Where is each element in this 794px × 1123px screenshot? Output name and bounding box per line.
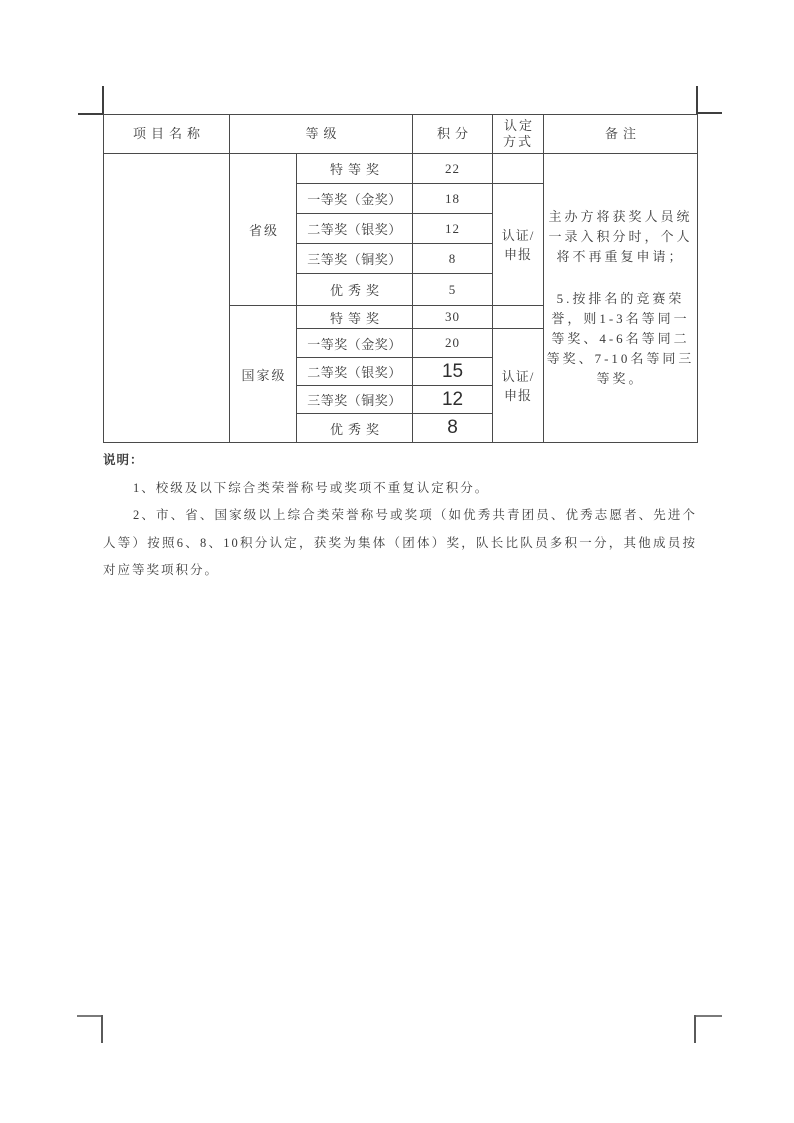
header-project-name: 项目名称 xyxy=(104,115,230,154)
header-level: 等级 xyxy=(230,115,413,154)
crop-mark-top-left-horizontal xyxy=(78,113,103,115)
points-value: 12 xyxy=(413,386,493,414)
award-name: 二等奖（银奖） xyxy=(297,214,413,244)
note-item-1: 1、校级及以下综合类荣誉称号或奖项不重复认定积分。 xyxy=(133,480,490,495)
notes-section xyxy=(103,447,697,585)
points-value: 12 xyxy=(413,214,493,244)
project-name-cell-empty xyxy=(104,154,230,443)
award-name: 一等奖（金奖） xyxy=(297,184,413,214)
crop-mark-bottom-left-horizontal xyxy=(77,1015,103,1017)
points-value: 8 xyxy=(413,244,493,274)
award-name: 三等奖（铜奖） xyxy=(297,244,413,274)
remark-paragraph-1: 主办方将获奖人员统一录入积分时，个人将不再重复申请； xyxy=(548,209,693,264)
remark-cell xyxy=(544,154,698,443)
note-item-2: 2、市、省、国家级以上综合类荣誉称号或奖项（如优秀共青团员、优秀志愿者、先进个人等）按照6、8、10积分认定，获奖为集体（团体）奖，队长比队员多积一分，其他成员按对应等奖项积分。 xyxy=(103,508,697,577)
crop-mark-bottom-right-vertical xyxy=(694,1015,696,1043)
points-value: 22 xyxy=(413,154,493,184)
header-points: 积分 xyxy=(413,115,493,154)
crop-mark-top-right-horizontal xyxy=(697,112,722,114)
crop-mark-bottom-right-horizontal xyxy=(695,1015,722,1017)
crop-mark-bottom-left-vertical xyxy=(101,1015,103,1043)
remark-paragraph-2: 5.按排名的竞赛荣誉，则1-3名等同一等奖、4-6名等同二等奖、7-10名等同三等奖。 xyxy=(546,291,695,386)
header-method: 认定方式 xyxy=(493,115,544,154)
points-value: 30 xyxy=(413,306,493,329)
points-value: 20 xyxy=(413,329,493,358)
award-name: 三等奖（铜奖） xyxy=(297,386,413,414)
level-national: 国家级 xyxy=(230,306,297,443)
method-national: 认证/申报 xyxy=(493,329,544,443)
header-remark: 备注 xyxy=(544,115,698,154)
award-name: 二等奖（银奖） xyxy=(297,358,413,386)
award-name: 一等奖（金奖） xyxy=(297,329,413,358)
points-value: 5 xyxy=(413,274,493,306)
crop-mark-top-right-vertical xyxy=(696,86,698,114)
award-name: 特等奖 xyxy=(297,154,413,184)
method-cell-empty xyxy=(493,306,544,329)
award-name: 优秀奖 xyxy=(297,414,413,443)
crop-mark-top-left-vertical xyxy=(102,86,104,114)
award-points-table xyxy=(103,114,698,443)
level-provincial: 省级 xyxy=(230,154,297,306)
notes-title: 说明： xyxy=(103,453,144,467)
method-provincial: 认证/申报 xyxy=(493,184,544,306)
method-cell-empty xyxy=(493,154,544,184)
award-name: 优秀奖 xyxy=(297,274,413,306)
table-row xyxy=(104,154,698,184)
points-value: 18 xyxy=(413,184,493,214)
award-name: 特等奖 xyxy=(297,306,413,329)
points-value: 15 xyxy=(413,358,493,386)
points-value: 8 xyxy=(413,414,493,443)
